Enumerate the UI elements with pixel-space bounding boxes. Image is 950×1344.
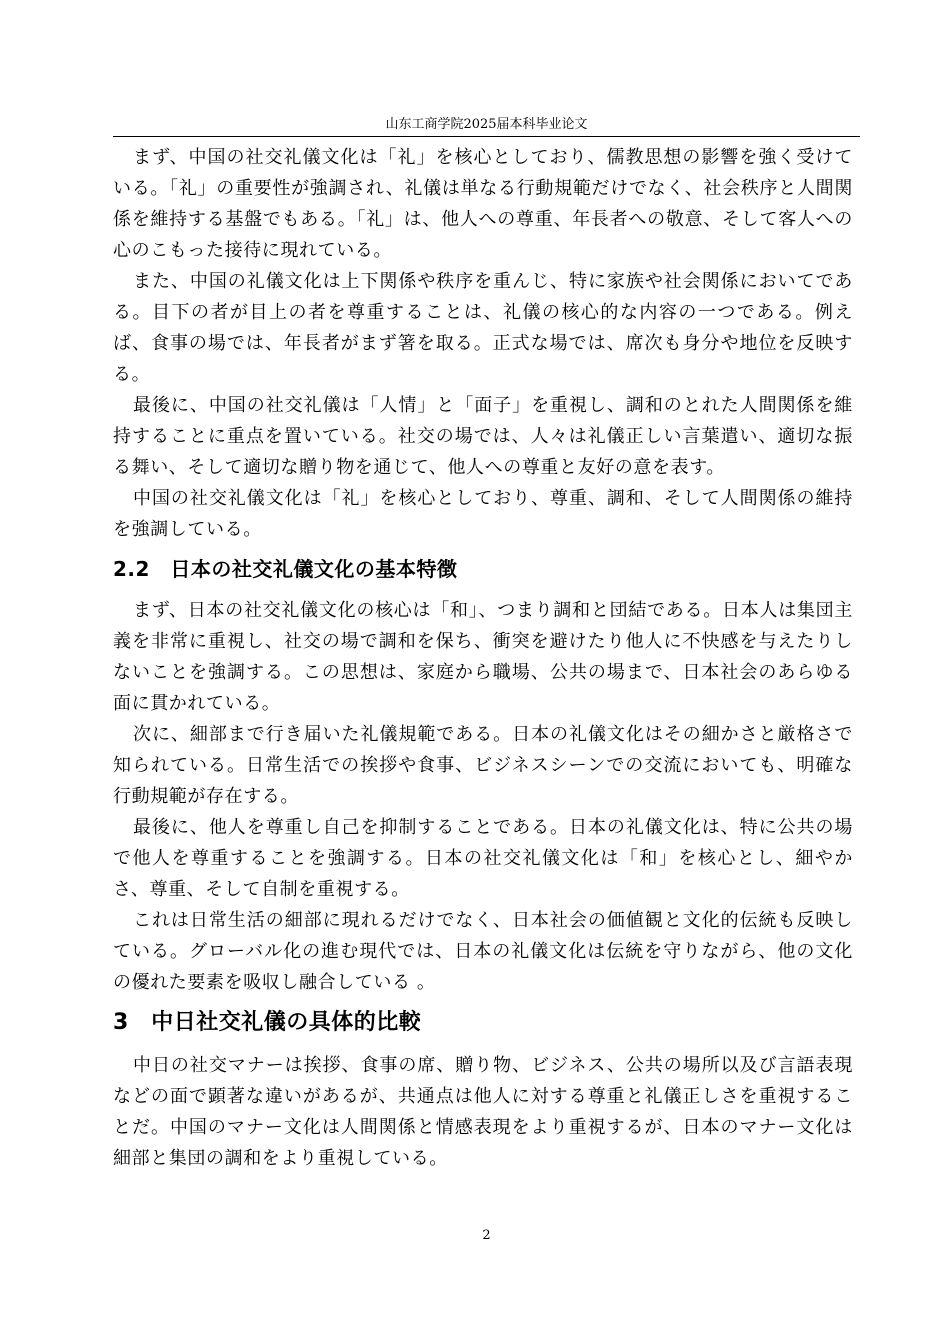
page-header-title: 山东工商学院2025届本科毕业论文	[385, 117, 588, 132]
document-body	[113, 142, 853, 1174]
section-heading-2-2: 2.2 日本の社交礼儀文化の基本特徴	[113, 557, 458, 581]
paragraph: 中日の社交マナーは挨拶、食事の席、贈り物、ビジネス、公共の場所以及び言語表現などの面で顕著な違いがあるが、共通点は他人に対する尊重と礼儀正しさを重視することだ。中国のマナー文化は人間関係と情感表現をより重視するが、日本のマナー文化は細部と集団の調和をより重視している。	[113, 1055, 853, 1169]
paragraph: 次に、細部まで行き届いた礼儀規範である。日本の礼儀文化はその細かさと厳格さで知られている。日常生活での挨拶や食事、ビジネスシーンでの交流においても、明確な行動規範が存在する。	[113, 724, 853, 807]
paragraph: まず、中国の社交礼儀文化は「礼」を核心としており、儒教思想の影響を強く受けている。「礼」の重要性が強調され、礼儀は単なる行動規範だけでなく、社会秩序と人間関係を維持する基盤でもある。「礼」は、他人への尊重、年長者への敬意、そして客人への心のこもった接待に現れている。	[113, 147, 853, 261]
paragraph: 中国の社交礼儀文化は「礼」を核心としており、尊重、調和、そして人間関係の維持を強調している。	[113, 488, 853, 540]
section-heading-3: 3 中日社交礼儀の具体的比較	[113, 1010, 422, 1035]
paragraph: まず、日本の社交礼儀文化の核心は「和」、つまり調和と団結である。日本人は集団主義を非常に重視し、社交の場で調和を保ち、衝突を避けたり他人に不快感を与えたりしないことを強調する。この思想は、家庭から職場、公共の場まで、日本社会のあらゆる面に貫かれている。	[113, 600, 853, 714]
paragraph: また、中国の礼儀文化は上下関係や秩序を重んじ、特に家族や社会関係においてである。目下の者が目上の者を尊重することは、礼儀の核心的な内容の一つである。例えば、食事の場では、年長者がまず箸を取る。正式な場では、席次も身分や地位を反映する。	[113, 271, 853, 385]
paragraph: これは日常生活の細部に現れるだけでなく、日本社会の価値観と文化的伝統も反映している。グローバル化の進む現代では、日本の礼儀文化は伝統を守りながら、他の文化の優れた要素を吸収し融合している 。	[113, 910, 853, 993]
paragraph: 最後に、中国の社交礼儀は「人情」と「面子」を重視し、調和のとれた人間関係を維持することに重点を置いている。社交の場では、人々は礼儀正しい言葉遣い、適切な振る舞い、そして適切な贈り物を通じて、他人への尊重と友好の意を表す。	[113, 395, 853, 478]
page-number: 2	[482, 1228, 491, 1243]
header-divider	[113, 136, 860, 137]
paragraph: 最後に、他人を尊重し自己を抑制することである。日本の礼儀文化は、特に公共の場で他人を尊重することを強調する。日本の社交礼儀文化は「和」を核心とし、細やかさ、尊重、そして自制を重視する。	[113, 817, 853, 900]
